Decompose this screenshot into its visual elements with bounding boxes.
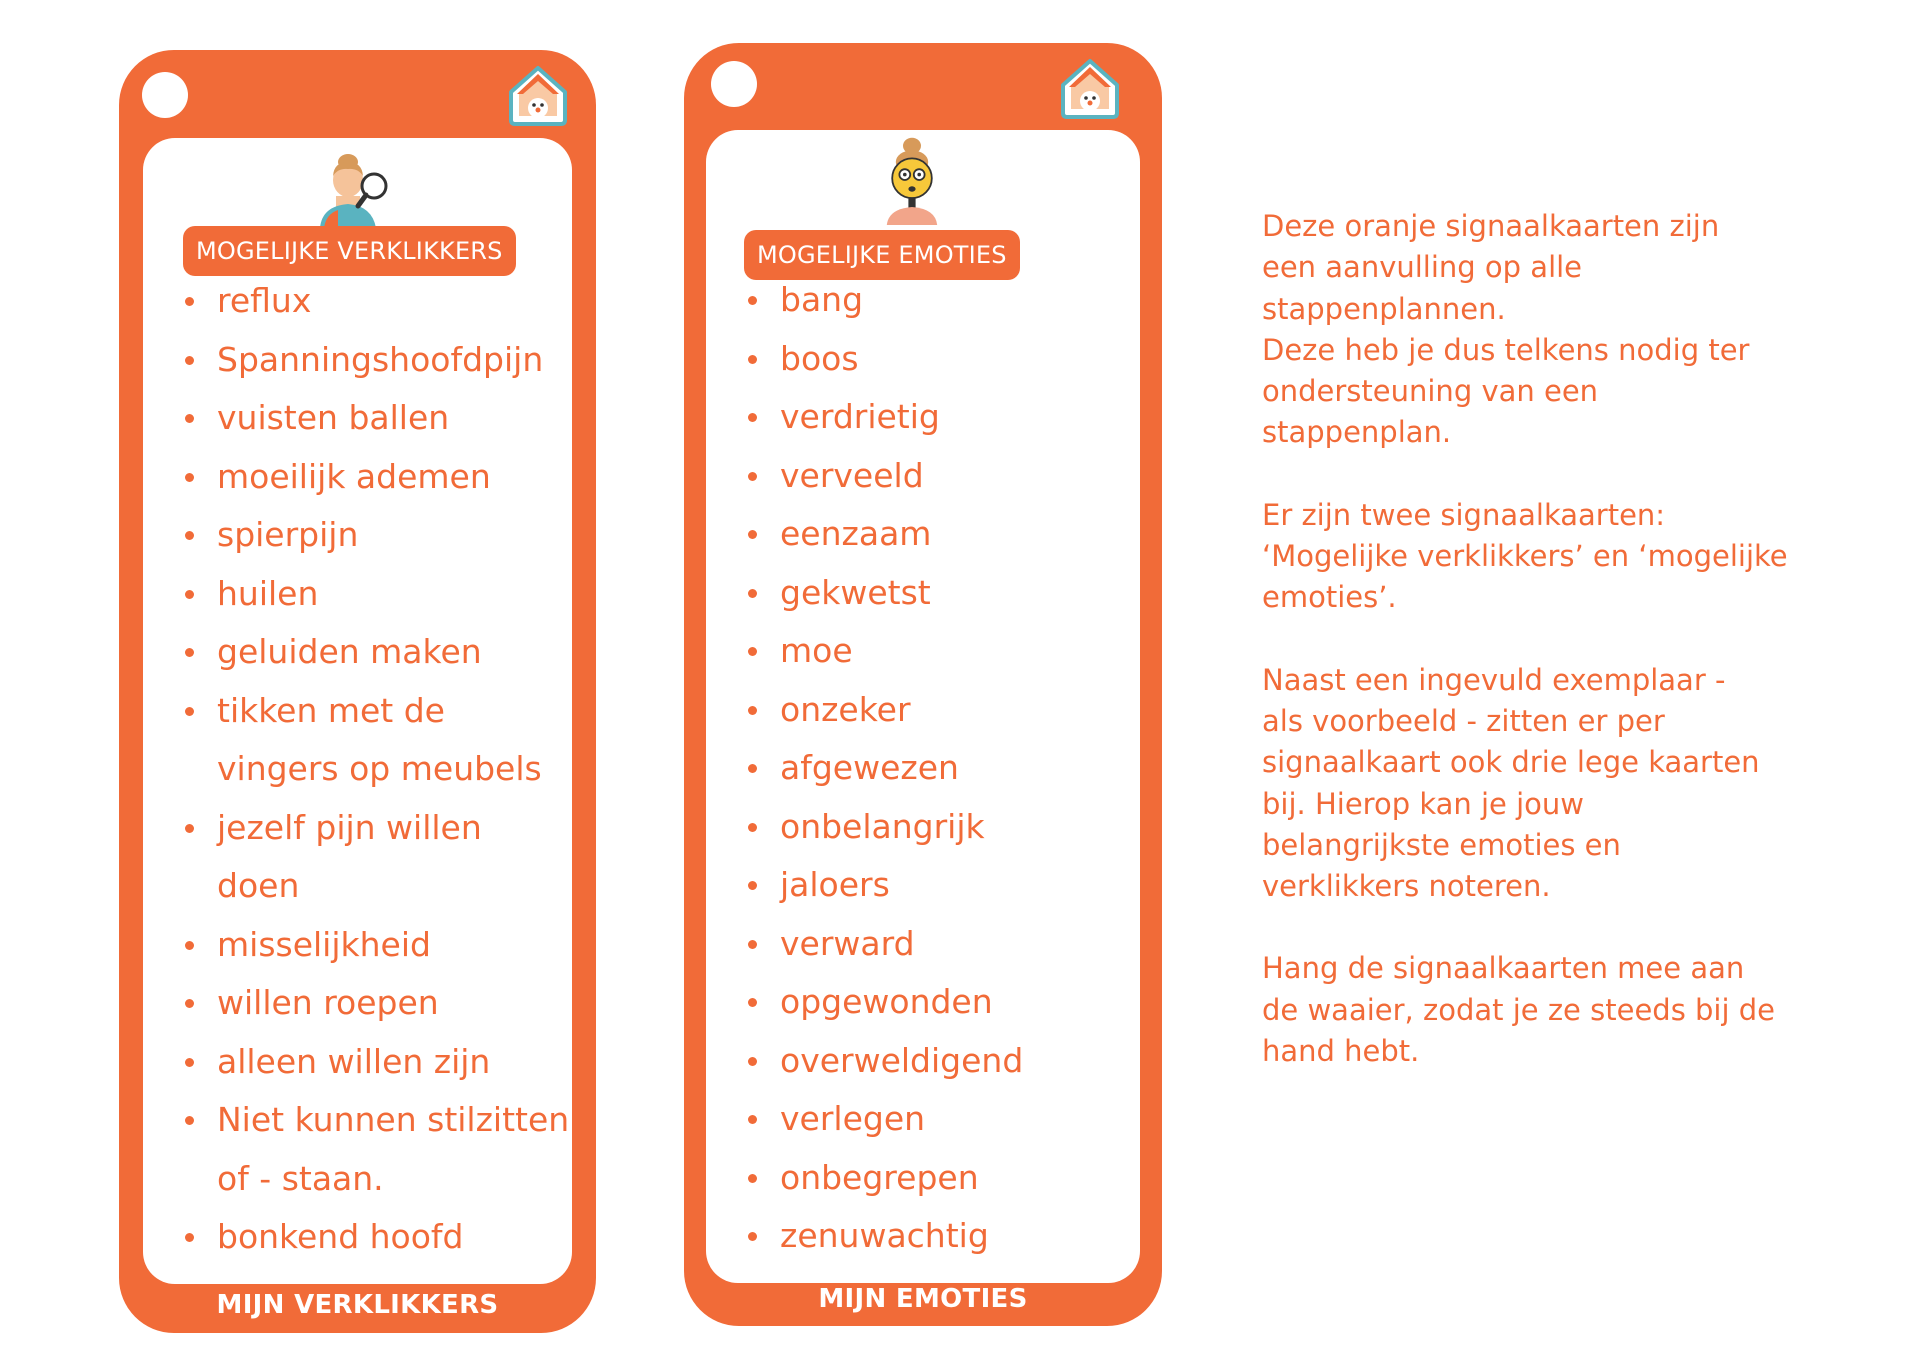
list-item-label: verdrietig — [780, 397, 940, 436]
house-logo-icon — [1059, 57, 1121, 119]
description-line: ‘Mogelijke verklikkers’ en ‘mogelijke — [1262, 539, 1788, 574]
list-item-continuation: vingers op meubels — [217, 749, 542, 788]
list-item — [181, 623, 571, 682]
list-item-label: gekwetst — [780, 572, 931, 612]
description-line: verklikkers noteren. — [1262, 869, 1551, 904]
description-line: belangrijkste emoties en — [1262, 827, 1621, 862]
list-item — [181, 974, 571, 1033]
detective-avatar-icon — [314, 148, 394, 228]
description-line: de waaier, zodat je ze steeds bij de — [1262, 992, 1776, 1027]
list-item — [181, 565, 571, 624]
list-item — [744, 564, 1134, 623]
list-item-label: onbegrepen — [780, 1157, 979, 1197]
list-item — [744, 1032, 1134, 1091]
list-item — [181, 916, 571, 975]
list-item — [181, 331, 571, 390]
description-line: Hang de signaalkaarten mee aan — [1262, 951, 1745, 986]
description-paragraph — [1262, 660, 1822, 908]
description-line: stappenplan. — [1262, 415, 1452, 450]
list-item — [744, 447, 1134, 506]
list-item-label: bang — [780, 280, 864, 319]
list-item-label: vuisten ballen — [217, 398, 450, 437]
list-item-label: eenzaam — [780, 514, 932, 553]
list-item — [744, 622, 1134, 681]
list-item — [181, 1033, 571, 1092]
description-line: Naast een ingevuld exemplaar - — [1262, 662, 1726, 697]
list-item — [181, 389, 571, 448]
description-line: signaalkaart ook drie lege kaarten — [1262, 745, 1760, 780]
list-item — [744, 388, 1134, 447]
list-item — [181, 506, 571, 565]
list-item-label: boos — [780, 338, 859, 378]
list-item-label: jaloers — [780, 865, 890, 904]
list-item-label: jezelf pijn willen — [217, 807, 482, 847]
description-paragraph — [1262, 948, 1822, 1072]
list-item-label: tikken met de — [217, 690, 445, 730]
list-item-label: willen roepen — [217, 983, 439, 1022]
list-item — [181, 272, 571, 331]
list-item — [181, 682, 571, 799]
list-item — [744, 1090, 1134, 1149]
list-item — [181, 799, 571, 916]
list-item-label: reflux — [217, 281, 312, 320]
list-item-label: spierpijn — [217, 515, 359, 554]
list-item — [744, 271, 1134, 330]
list-item — [744, 681, 1134, 740]
description-paragraph — [1262, 495, 1822, 619]
description-line: Deze heb je dus telkens nodig ter — [1262, 332, 1750, 367]
list-item-label: verlegen — [780, 1099, 926, 1138]
list-item — [744, 915, 1134, 974]
description-line: ondersteuning van een — [1262, 374, 1599, 409]
list-item — [181, 1091, 571, 1208]
card-body — [143, 138, 572, 1284]
heading-pill: MOGELIJKE EMOTIES — [744, 230, 1020, 280]
list-item-label: moe — [780, 631, 853, 670]
card-emoties — [684, 43, 1162, 1326]
house-logo-icon — [507, 64, 569, 126]
list-item-label: zenuwachtig — [780, 1216, 989, 1255]
list-item — [744, 330, 1134, 389]
card-body — [706, 130, 1140, 1283]
list-item-label: misselijkheid — [217, 924, 431, 964]
heading-pill: MOGELIJKE VERKLIKKERS — [183, 226, 516, 276]
list-item-label: Niet kunnen stilzitten — [217, 1100, 570, 1139]
emoties-list — [744, 271, 1134, 1266]
description-line: bij. Hierop kan je jouw — [1262, 786, 1584, 821]
list-item — [181, 1208, 571, 1267]
description-line: hand hebt. — [1262, 1034, 1420, 1069]
card-hole — [711, 61, 757, 107]
list-item-label: afgewezen — [780, 748, 959, 787]
list-item — [744, 739, 1134, 798]
worried-emoji-avatar-icon — [876, 132, 948, 228]
list-item — [744, 505, 1134, 564]
list-item-label: bonkend hoofd — [217, 1217, 464, 1256]
card-verklikkers — [119, 50, 596, 1333]
list-item — [744, 798, 1134, 857]
list-item — [181, 448, 571, 507]
list-item-label: opgewonden — [780, 982, 993, 1021]
list-item-continuation: of - staan. — [217, 1158, 384, 1198]
list-item-label: onbelangrijk — [780, 806, 985, 846]
list-item — [744, 856, 1134, 915]
description-line: stappenplannen. — [1262, 291, 1506, 326]
list-item — [744, 973, 1134, 1032]
card-footer: MIJN EMOTIES — [818, 1284, 1028, 1314]
description-line: Deze oranje signaalkaarten zijn — [1262, 209, 1720, 243]
list-item-label: verveeld — [780, 455, 924, 495]
description-line: als voorbeeld - zitten er per — [1262, 703, 1665, 738]
list-item — [744, 1207, 1134, 1266]
description-line: Er zijn twee signaalkaarten: — [1262, 497, 1666, 532]
list-item-label: alleen willen zijn — [217, 1041, 491, 1081]
list-item-continuation: doen — [217, 866, 300, 905]
description-paragraph — [1262, 206, 1822, 454]
list-item-label: overweldigend — [780, 1040, 1024, 1080]
list-item-label: verward — [780, 923, 915, 963]
list-item — [744, 1149, 1134, 1208]
card-footer: MIJN VERKLIKKERS — [216, 1290, 499, 1320]
list-item-label: onzeker — [780, 689, 911, 729]
verklikkers-list — [181, 272, 571, 1267]
description-line: een aanvulling op alle — [1262, 250, 1583, 285]
list-item-label: geluiden maken — [217, 632, 482, 671]
list-item-label: huilen — [217, 573, 319, 613]
description-text — [1262, 206, 1822, 1113]
list-item-label: moeilijk ademen — [217, 456, 491, 496]
list-item-label: Spanningshoofdpijn — [217, 339, 544, 379]
description-line: emoties’. — [1262, 580, 1397, 615]
card-hole — [142, 72, 188, 118]
